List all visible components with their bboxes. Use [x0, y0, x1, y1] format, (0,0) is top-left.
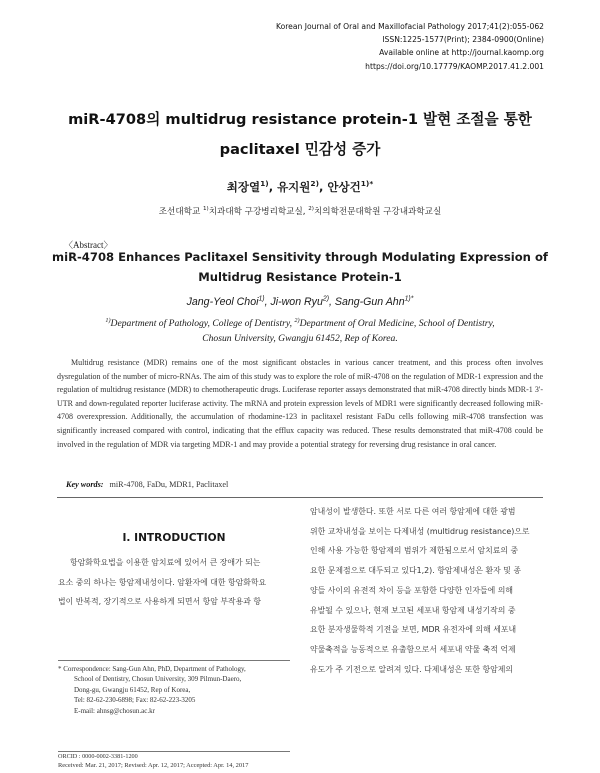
korean-affil1-sup: 1) [203, 206, 209, 213]
korean-affiliation [40, 205, 560, 217]
korean-author-2: 유지원 [277, 180, 311, 194]
keywords [66, 480, 228, 489]
english-authors: Jang-Yeol Choi$^{1)}$, Ji-won Ryu$^{2)}$, Sang-Gun Ahn$^{1)*}$ [186, 295, 414, 308]
english-title-line2: Multidrug Resistance Protein-1 [198, 270, 402, 284]
english-affil-b: Department of Oral Medicine, School of Dentistry, [299, 318, 495, 329]
footnote-line-4: Tel: 82-62-230-6898; Fax: 82-62-223-3205 [74, 696, 196, 705]
right-line-2: 위한 교차내성을 보이는 다제내성 (multidrug resistance)으로 [310, 526, 530, 536]
orcid-id: ORCID : 0000-0002-3381-1200 [58, 753, 138, 760]
left-line-2: 요소 중의 하나는 항암제내성이다. 암환자에 대한 항암화학요 [58, 577, 267, 587]
journal-url[interactable]: Available online at http://journal.kaomp.org [379, 48, 544, 58]
correspondence-footnote [58, 664, 298, 716]
footnote-line-1: * Correspondence: Sang-Gun Ahn, PhD, Department of Pathology, [58, 665, 246, 673]
english-author-3-sup: 1)* [404, 295, 414, 303]
english-author-2-sup: 2) [322, 295, 329, 303]
english-author-2: Ji-won Ryu [270, 296, 323, 308]
english-affil-a: Department of Pathology, College of Dentistry, [110, 318, 295, 329]
korean-affil2-sup: 2) [308, 206, 314, 213]
left-line-1: 항암화학요법을 이용한 암치료에 있어서 큰 장애가 되는 [70, 558, 261, 567]
korean-author-1-sup: 1) [260, 179, 269, 189]
english-affiliation-line1 [40, 318, 560, 329]
right-column-text [310, 502, 544, 679]
korean-author-3: 안상건 [327, 180, 361, 194]
abstract-label: 〈Abstract〉 [64, 240, 113, 250]
english-affil-sup1: 1) [105, 316, 111, 324]
english-author-1-sup: 1) [258, 295, 265, 303]
journal-citation: Korean Journal of Oral and Maxillofacial Pathology 2017;41(2):055-062 [275, 22, 544, 31]
korean-affil1: 치과대학 구강병리학교실, [208, 207, 309, 217]
right-line-8: 약물축적을 능동적으로 유출함으로서 세포내 약물 축적 억제 [310, 644, 516, 654]
left-column-text [58, 553, 290, 612]
journal-doi[interactable]: https://doi.org/10.17779/KAOMP.2017.41.2.001 [365, 61, 544, 71]
orcid-divider [58, 751, 290, 752]
korean-title-line2: paclitaxel 민감성 증가 [219, 141, 381, 158]
journal-header [184, 20, 544, 73]
section-heading-introduction: Ⅰ. INTRODUCTION [122, 532, 226, 544]
english-author-1: Jang-Yeol Choi [186, 296, 259, 308]
right-line-9: 유도가 주 기전으로 알려져 있다. 다제내성은 또한 항암제의 [310, 664, 514, 674]
right-line-4: 요한 문제점으로 대두되고 있다1,2). 항암제내성은 환자 및 종 [310, 566, 522, 576]
korean-author-3-sup: 1)* [360, 179, 374, 189]
footnote-line-2: School of Dentistry, Chosun University, 309 Pilmun-Daero, [74, 675, 242, 684]
korean-title-line1: miR-4708의 multidrug resistance protein-1 발현 조절을 통한 [68, 111, 532, 128]
keywords-divider [57, 497, 543, 498]
right-line-7: 요한 분자생물학적 기전을 보면, MDR 유전자에 의해 세포내 [310, 625, 517, 635]
korean-affil-prefix: 조선대학교 [158, 207, 203, 217]
english-affiliation-line2: Chosun University, Gwangju 61452, Rep of Korea. [202, 333, 398, 344]
keywords-label: Key words: [66, 480, 104, 489]
footnote-email[interactable]: E-mail: ahnsg@chosun.ac.kr [74, 706, 155, 715]
footnote-line-3: Dong-gu, Gwangju 61452, Rep of Korea, [74, 685, 191, 694]
english-author-3: Sang-Gun Ahn [334, 296, 405, 308]
korean-affil2: 치의학전문대학원 구강내과학교실 [313, 207, 442, 217]
journal-issn: ISSN:1225-1577(Print); 2384-0900(Online) [382, 35, 544, 45]
korean-author-1: 최장열 [226, 180, 261, 194]
korean-author-2-sup: 2) [310, 179, 320, 189]
footnote-divider [58, 660, 290, 661]
keywords-values: miR-4708, FaDu, MDR1, Paclitaxel [109, 480, 229, 489]
abstract-body: Multidrug resistance (MDR) remains one of the most significant obstacles in various cancer treatment, and this process often involves dysregulation of the number of micro-RNAs. The aim of this study was to explore the role of miR-4708 on the regulation of MDR-1 expression and the regulation of multidrug resistance (MDR) to chemotherapeutic drugs. Luciferase reporter assays demonstrated that miR-4708 directly binds MDR-1 3'-UTR and down-regulated reporter luciferase activity. The mRNA and protein expression levels of MDR1 were significantly decreased following miR-4708 overexpression. Additionally, the accumulation of rhodamine-123 in paclitaxel resistant FaDu cells following miR-4708 transfection was significantly increased compared with control, indicating that the efflux capacity was reduced. These results demonstrated that miR-4708 could be involved in the regulation of MDR via targeting MDR-1 and may provide a potential strategy for reversing drug resistance in oral cancer. [57, 358, 543, 449]
received-dates: Received: Mar. 21, 2017; Revised: Apr. 12, 2017; Accepted: Apr. 14, 2017 [58, 762, 249, 769]
right-line-1: 암내성이 발생한다. 또한 서로 다른 여러 항암제에 대한 광범 [310, 507, 516, 516]
right-line-6: 유발될 수 있으나, 현재 보고된 세포내 항암제 내성기작의 중 [310, 605, 516, 615]
korean-authors: 최장열$^{1)}$, 유지원$^{2)}$, 안상건$^{1)*}$ [226, 179, 374, 194]
right-line-3: 인해 사용 가능한 항암제의 범위가 제한됨으로서 암치료의 중 [310, 546, 519, 556]
english-affil-sup2: 2) [294, 316, 300, 324]
english-title-line1: miR-4708 Enhances Paclitaxel Sensitivity through Modulating Expression of [52, 250, 548, 264]
right-line-5: 양들 사이의 유전적 차이 등을 포함한 다양한 인자들에 의해 [310, 585, 514, 595]
left-line-3: 법이 반복적, 장기적으로 사용하게 되면서 항암 부작용과 항 [58, 597, 262, 607]
